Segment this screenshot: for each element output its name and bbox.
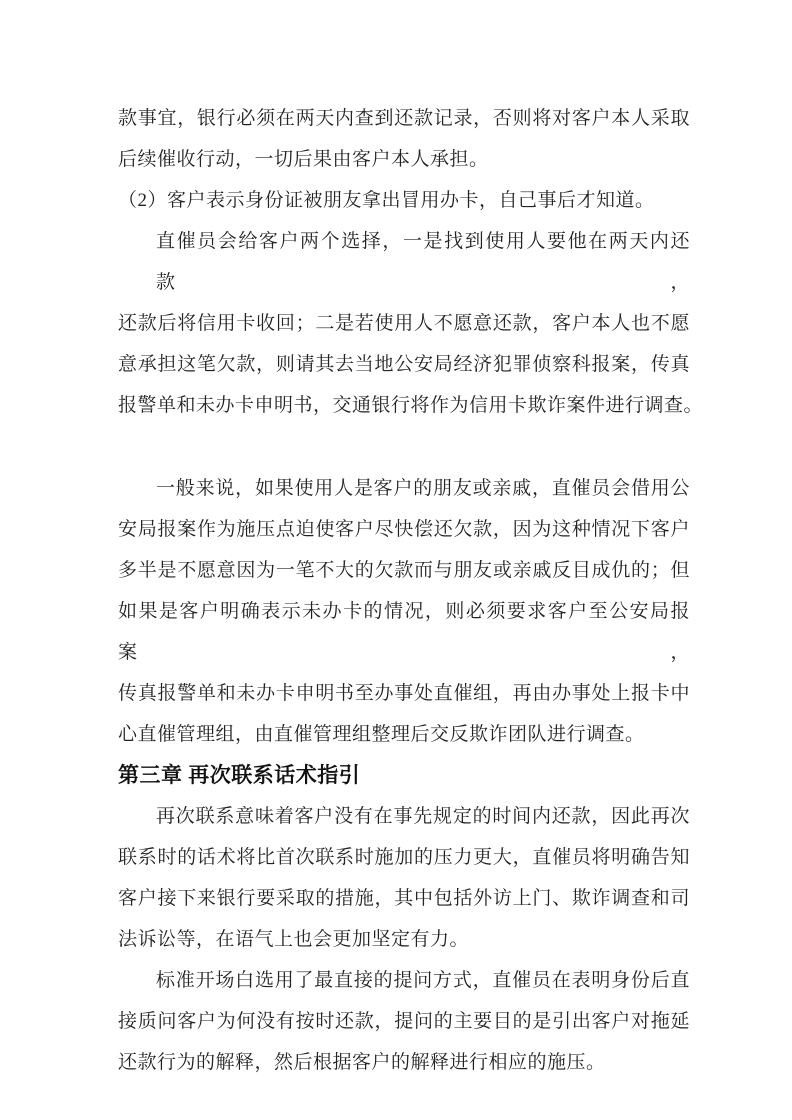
text-line: 意承担这笔欠款，则请其去当地公安局经济犯罪侦察科报案，传真	[118, 354, 690, 375]
text-line: 多半是不愿意因为一笔不大的欠款而与朋友或亲戚反目成仇的；但	[118, 560, 690, 581]
text-line: 直催员会给客户两个选择，一是找到使用人要他在两天内还款，	[156, 231, 690, 293]
text-line: （2）客户表示身份证被朋友拿出冒用办卡，自己事后才知道。	[118, 190, 655, 211]
paragraph-generally-speaking	[118, 468, 690, 755]
text-line: 心直催管理组，由直催管理组整理后交反欺诈团队进行调查。	[118, 724, 645, 745]
text-line: 标准开场白选用了最直接的提问方式，直催员在表明身份后直	[156, 970, 690, 991]
paragraph-item-2	[118, 180, 690, 221]
text-line: 如果是客户明确表示未办卡的情况，则必须要求客户至公安局报案，	[118, 601, 690, 663]
paragraph-two-choices	[118, 221, 704, 426]
document-body	[118, 98, 704, 1083]
text-line: 一般来说，如果使用人是客户的朋友或亲戚，直催员会借用公	[156, 478, 690, 499]
text-line: 还款后将信用卡收回；二是若使用人不愿意还款，客户本人也不愿	[118, 313, 690, 334]
text-line: 还款行为的解释，然后根据客户的解释进行相应的施压。	[118, 1052, 606, 1073]
text-line: 客户接下来银行要采取的措施，其中包括外访上门、欺诈调查和司	[118, 888, 690, 909]
text-line: 接质问客户为何没有按时还款，提问的主要目的是引出客户对拖延	[118, 1011, 690, 1032]
text-line: 传真报警单和未办卡申明书至办事处直催组，再由办事处上报卡中	[118, 683, 690, 704]
text-line: 法诉讼等，在语气上也会更加坚定有力。	[118, 929, 470, 950]
chapter-heading: 第三章 再次联系话术指引	[118, 763, 361, 787]
text-line: 报警单和未办卡申明书，交通银行将作为信用卡欺诈案件进行调查。	[118, 395, 704, 416]
text-line: 再次联系意味着客户没有在事先规定的时间内还款，因此再次	[156, 806, 690, 827]
text-line: 款事宜，银行必须在两天内查到还款记录，否则将对客户本人采取	[118, 108, 690, 129]
paragraph-continuation	[118, 98, 690, 180]
blank-line	[118, 426, 690, 468]
text-line: 安局报案作为施压点迫使客户尽快偿还欠款，因为这种情况下客户	[118, 519, 690, 540]
paragraph-second-contact	[118, 796, 690, 960]
text-line: 联系时的话术将比首次联系时施加的压力更大，直催员将明确告知	[118, 847, 690, 868]
text-line: 后续催收行动，一切后果由客户本人承担。	[118, 149, 489, 170]
paragraph-opening-script	[118, 960, 690, 1083]
